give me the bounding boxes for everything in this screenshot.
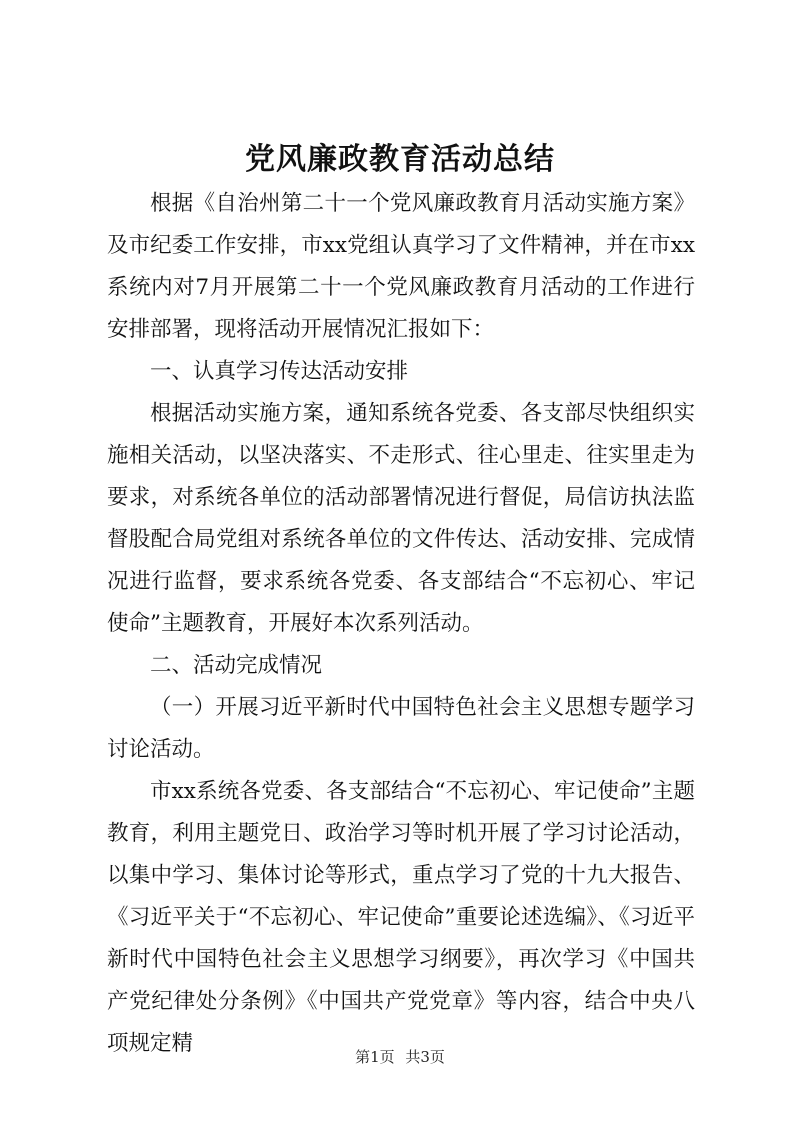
paragraph-subsection-1: 市xx系统各党委、各支部结合“不忘初心、牢记使命”主题教育，利用主题党日、政治学习等时机开展了学习讨论活动，以集中学习、集体讨论等形式，重点学习了党的十九大报告、《习近平关于“不忘初心、牢记使命”重要论述选编》、《习近平新时代中国特色社会主义思想学习纲要》，再次学习《中国共产党纪律处分条例》《中国共产党党章》等内容，结合中央八项规定精 xyxy=(107,779,695,1056)
page-total: 共3页 xyxy=(405,1048,445,1066)
section-heading-1: 一、认真学习传达活动安排 xyxy=(150,359,409,384)
section-heading-2: 二、活动完成情况 xyxy=(150,653,323,678)
document-body xyxy=(107,183,695,1065)
document-title: 党风廉政教育活动总结 xyxy=(245,142,555,177)
paragraph-section-1: 根据活动实施方案，通知系统各党委、各支部尽快组织实施相关活动，以坚决落实、不走形式、往心里走、往实里走为要求，对系统各单位的活动部署情况进行督促，局信访执法监督股配合局党组对系统各单位的文件传达、活动安排、完成情况进行监督，要求系统各党委、各支部结合“不忘初心、牢记使命”主题教育，开展好本次系列活动。 xyxy=(107,401,695,636)
subsection-heading-1: （一）开展习近平新时代中国特色社会主义思想专题学习讨论活动。 xyxy=(107,695,695,762)
page-footer xyxy=(0,1046,800,1068)
page-number: 第1页 xyxy=(355,1048,395,1066)
paragraph-intro: 根据《自治州第二十一个党风廉政教育月活动实施方案》及市纪委工作安排，市xx党组认真学习了文件精神，并在市xx系统内对7月开展第二十一个党风廉政教育月活动的工作进行安排部署，现将活动开展情况汇报如下： xyxy=(107,191,695,342)
